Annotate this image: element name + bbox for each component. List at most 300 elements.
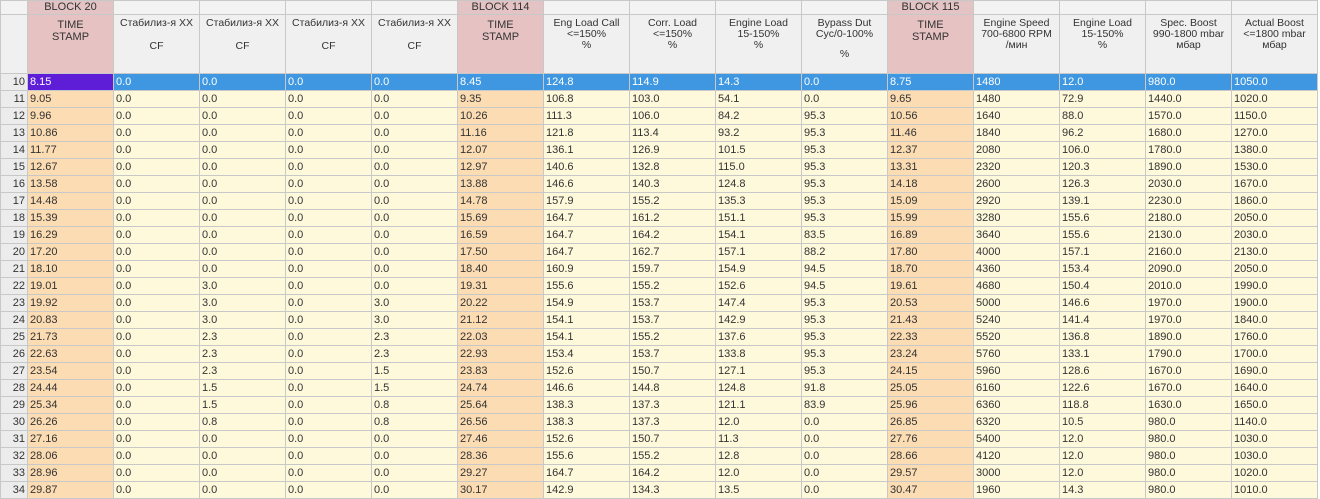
row-number[interactable]: 28 <box>1 380 28 397</box>
data-cell[interactable]: 0.0 <box>372 108 458 125</box>
data-cell[interactable]: 150.7 <box>630 363 716 380</box>
table-row[interactable] <box>1 278 1318 295</box>
time-stamp-cell[interactable]: 16.29 <box>28 227 114 244</box>
time-stamp-cell[interactable]: 18.10 <box>28 261 114 278</box>
time-stamp-cell[interactable]: 24.44 <box>28 380 114 397</box>
data-cell[interactable]: 83.9 <box>802 397 888 414</box>
time-stamp-cell[interactable]: 11.16 <box>458 125 544 142</box>
data-cell[interactable]: 1790.0 <box>1146 346 1232 363</box>
time-stamp-cell[interactable]: 9.35 <box>458 91 544 108</box>
data-cell[interactable]: 0.0 <box>372 193 458 210</box>
time-stamp-cell[interactable]: 15.39 <box>28 210 114 227</box>
data-cell[interactable]: 111.3 <box>544 108 630 125</box>
data-cell[interactable]: 2.3 <box>200 363 286 380</box>
data-cell[interactable]: 162.7 <box>630 244 716 261</box>
table-row[interactable] <box>1 142 1318 159</box>
data-cell[interactable]: 2030.0 <box>1146 176 1232 193</box>
data-cell[interactable]: 4680 <box>974 278 1060 295</box>
data-cell[interactable]: 0.0 <box>286 448 372 465</box>
data-cell[interactable]: 5760 <box>974 346 1060 363</box>
data-cell[interactable]: 137.3 <box>630 397 716 414</box>
data-cell[interactable]: 6320 <box>974 414 1060 431</box>
row-number[interactable]: 30 <box>1 414 28 431</box>
data-cell[interactable]: 2920 <box>974 193 1060 210</box>
data-cell[interactable]: 980.0 <box>1146 482 1232 499</box>
data-cell[interactable]: 2050.0 <box>1232 261 1318 278</box>
data-cell[interactable]: 0.0 <box>286 142 372 159</box>
data-cell[interactable]: 140.6 <box>544 159 630 176</box>
row-number[interactable]: 21 <box>1 261 28 278</box>
data-cell[interactable]: 980.0 <box>1146 414 1232 431</box>
time-stamp-cell[interactable]: 8.75 <box>888 74 974 91</box>
time-stamp-cell[interactable]: 23.24 <box>888 346 974 363</box>
data-cell[interactable]: 0.0 <box>286 329 372 346</box>
data-cell[interactable]: 0.0 <box>286 261 372 278</box>
table-row[interactable] <box>1 465 1318 482</box>
row-number[interactable]: 14 <box>1 142 28 159</box>
table-row[interactable] <box>1 193 1318 210</box>
data-cell[interactable]: 1020.0 <box>1232 91 1318 108</box>
data-cell[interactable]: 153.7 <box>630 295 716 312</box>
data-cell[interactable]: 137.6 <box>716 329 802 346</box>
data-cell[interactable]: 0.0 <box>372 91 458 108</box>
data-cell[interactable]: 95.3 <box>802 159 888 176</box>
row-number[interactable]: 18 <box>1 210 28 227</box>
data-cell[interactable]: 0.8 <box>372 414 458 431</box>
data-cell[interactable]: 141.4 <box>1060 312 1146 329</box>
data-cell[interactable]: 0.0 <box>802 414 888 431</box>
data-cell[interactable]: 0.0 <box>372 448 458 465</box>
row-number[interactable]: 34 <box>1 482 28 499</box>
data-cell[interactable]: 3.0 <box>200 312 286 329</box>
data-cell[interactable]: 1010.0 <box>1232 482 1318 499</box>
data-cell[interactable]: 122.6 <box>1060 380 1146 397</box>
data-cell[interactable]: 0.0 <box>286 244 372 261</box>
data-cell[interactable]: 124.8 <box>544 74 630 91</box>
row-number[interactable]: 29 <box>1 397 28 414</box>
data-cell[interactable]: 0.8 <box>372 397 458 414</box>
data-cell[interactable]: 95.3 <box>802 346 888 363</box>
data-cell[interactable]: 1380.0 <box>1232 142 1318 159</box>
time-stamp-cell[interactable]: 13.58 <box>28 176 114 193</box>
time-stamp-cell[interactable]: 29.57 <box>888 465 974 482</box>
data-cell[interactable]: 0.0 <box>286 380 372 397</box>
time-stamp-cell[interactable]: 23.83 <box>458 363 544 380</box>
data-cell[interactable]: 1840 <box>974 125 1060 142</box>
time-stamp-cell[interactable]: 15.09 <box>888 193 974 210</box>
data-cell[interactable]: 0.0 <box>286 108 372 125</box>
data-cell[interactable]: 11.3 <box>716 431 802 448</box>
data-cell[interactable]: 154.1 <box>716 227 802 244</box>
data-cell[interactable]: 0.0 <box>286 363 372 380</box>
data-cell[interactable]: 1150.0 <box>1232 108 1318 125</box>
data-cell[interactable]: 0.0 <box>372 465 458 482</box>
time-stamp-cell[interactable]: 19.92 <box>28 295 114 312</box>
data-cell[interactable]: 1030.0 <box>1232 448 1318 465</box>
data-cell[interactable]: 136.1 <box>544 142 630 159</box>
data-cell[interactable]: 0.0 <box>114 91 200 108</box>
data-cell[interactable]: 3.0 <box>372 295 458 312</box>
data-cell[interactable]: 0.0 <box>286 278 372 295</box>
block-label[interactable]: BLOCK 115 <box>888 1 974 15</box>
data-cell[interactable]: 1680.0 <box>1146 125 1232 142</box>
data-cell[interactable]: 1690.0 <box>1232 363 1318 380</box>
data-cell[interactable]: 0.0 <box>114 193 200 210</box>
data-cell[interactable]: 0.0 <box>114 125 200 142</box>
column-header[interactable] <box>286 15 372 74</box>
data-cell[interactable]: 1020.0 <box>1232 465 1318 482</box>
data-cell[interactable]: 0.0 <box>200 465 286 482</box>
time-stamp-cell[interactable]: 13.31 <box>888 159 974 176</box>
data-cell[interactable]: 0.0 <box>286 227 372 244</box>
time-stamp-cell[interactable]: 14.78 <box>458 193 544 210</box>
time-stamp-cell[interactable]: 27.16 <box>28 431 114 448</box>
time-stamp-cell[interactable]: 30.17 <box>458 482 544 499</box>
data-cell[interactable]: 154.9 <box>544 295 630 312</box>
time-stamp-cell[interactable]: 28.66 <box>888 448 974 465</box>
data-cell[interactable]: 1960 <box>974 482 1060 499</box>
time-stamp-cell[interactable]: 26.56 <box>458 414 544 431</box>
row-number[interactable]: 27 <box>1 363 28 380</box>
data-cell[interactable]: 1480 <box>974 74 1060 91</box>
data-cell[interactable]: 0.0 <box>286 414 372 431</box>
data-cell[interactable]: 4120 <box>974 448 1060 465</box>
time-stamp-cell[interactable]: 25.96 <box>888 397 974 414</box>
table-row[interactable] <box>1 108 1318 125</box>
table-row[interactable] <box>1 176 1318 193</box>
data-cell[interactable]: 164.7 <box>544 465 630 482</box>
data-cell[interactable]: 0.0 <box>114 295 200 312</box>
data-cell[interactable]: 0.0 <box>372 261 458 278</box>
time-stamp-cell[interactable]: 11.46 <box>888 125 974 142</box>
column-header-time-stamp[interactable] <box>458 15 544 74</box>
data-cell[interactable]: 139.1 <box>1060 193 1146 210</box>
data-cell[interactable]: 0.0 <box>114 74 200 91</box>
time-stamp-cell[interactable]: 22.93 <box>458 346 544 363</box>
data-cell[interactable]: 150.4 <box>1060 278 1146 295</box>
row-number[interactable]: 31 <box>1 431 28 448</box>
data-cell[interactable]: 14.3 <box>716 74 802 91</box>
data-cell[interactable]: 54.1 <box>716 91 802 108</box>
data-cell[interactable]: 0.0 <box>802 482 888 499</box>
data-cell[interactable]: 0.0 <box>286 74 372 91</box>
column-header[interactable] <box>716 15 802 74</box>
data-cell[interactable]: 2600 <box>974 176 1060 193</box>
table-row[interactable] <box>1 261 1318 278</box>
time-stamp-cell[interactable]: 26.26 <box>28 414 114 431</box>
data-cell[interactable]: 2.3 <box>372 346 458 363</box>
data-cell[interactable]: 4000 <box>974 244 1060 261</box>
data-cell[interactable]: 155.2 <box>630 448 716 465</box>
data-cell[interactable]: 96.2 <box>1060 125 1146 142</box>
data-cell[interactable]: 155.6 <box>1060 227 1146 244</box>
data-cell[interactable]: 118.8 <box>1060 397 1146 414</box>
data-cell[interactable]: 2010.0 <box>1146 278 1232 295</box>
column-header[interactable] <box>1060 15 1146 74</box>
time-stamp-cell[interactable]: 21.12 <box>458 312 544 329</box>
data-cell[interactable]: 0.0 <box>372 278 458 295</box>
data-cell[interactable]: 106.0 <box>630 108 716 125</box>
time-stamp-cell[interactable]: 12.07 <box>458 142 544 159</box>
data-cell[interactable]: 146.6 <box>544 176 630 193</box>
data-cell[interactable]: 0.0 <box>200 482 286 499</box>
data-cell[interactable]: 12.0 <box>1060 74 1146 91</box>
data-cell[interactable]: 133.8 <box>716 346 802 363</box>
table-row[interactable] <box>1 312 1318 329</box>
data-cell[interactable]: 0.0 <box>286 346 372 363</box>
time-stamp-cell[interactable]: 12.67 <box>28 159 114 176</box>
data-cell[interactable]: 0.0 <box>802 91 888 108</box>
data-cell[interactable]: 126.3 <box>1060 176 1146 193</box>
data-cell[interactable]: 0.0 <box>286 312 372 329</box>
time-stamp-cell[interactable]: 27.76 <box>888 431 974 448</box>
time-stamp-cell[interactable]: 12.97 <box>458 159 544 176</box>
data-cell[interactable]: 114.9 <box>630 74 716 91</box>
data-cell[interactable]: 1640 <box>974 108 1060 125</box>
data-cell[interactable]: 2.3 <box>200 346 286 363</box>
data-cell[interactable]: 0.0 <box>286 482 372 499</box>
data-cell[interactable]: 1050.0 <box>1232 74 1318 91</box>
block-label[interactable]: BLOCK 20 <box>28 1 114 15</box>
table-row[interactable] <box>1 431 1318 448</box>
data-cell[interactable]: 0.0 <box>200 142 286 159</box>
data-cell[interactable]: 0.0 <box>114 346 200 363</box>
time-stamp-cell[interactable]: 21.43 <box>888 312 974 329</box>
column-header[interactable] <box>544 15 630 74</box>
data-cell[interactable]: 0.0 <box>286 431 372 448</box>
column-header-time-stamp[interactable] <box>888 15 974 74</box>
data-cell[interactable]: 140.3 <box>630 176 716 193</box>
data-cell[interactable]: 133.1 <box>1060 346 1146 363</box>
data-cell[interactable]: 980.0 <box>1146 431 1232 448</box>
time-stamp-cell[interactable]: 29.27 <box>458 465 544 482</box>
row-number[interactable]: 33 <box>1 465 28 482</box>
data-cell[interactable]: 147.4 <box>716 295 802 312</box>
data-cell[interactable]: 0.0 <box>286 91 372 108</box>
data-cell[interactable]: 152.6 <box>544 431 630 448</box>
time-stamp-cell[interactable]: 24.15 <box>888 363 974 380</box>
time-stamp-cell[interactable]: 25.05 <box>888 380 974 397</box>
data-cell[interactable]: 0.0 <box>372 159 458 176</box>
time-stamp-cell[interactable]: 30.47 <box>888 482 974 499</box>
column-header[interactable] <box>1146 15 1232 74</box>
data-cell[interactable]: 154.9 <box>716 261 802 278</box>
data-cell[interactable]: 2180.0 <box>1146 210 1232 227</box>
data-cell[interactable]: 146.6 <box>544 380 630 397</box>
data-cell[interactable]: 0.0 <box>200 91 286 108</box>
table-row[interactable] <box>1 210 1318 227</box>
data-cell[interactable]: 0.0 <box>114 431 200 448</box>
data-cell[interactable]: 0.0 <box>286 176 372 193</box>
data-cell[interactable]: 153.7 <box>630 346 716 363</box>
data-cell[interactable]: 128.6 <box>1060 363 1146 380</box>
data-cell[interactable]: 138.3 <box>544 397 630 414</box>
data-cell[interactable]: 95.3 <box>802 193 888 210</box>
data-cell[interactable]: 5520 <box>974 329 1060 346</box>
data-cell[interactable]: 0.0 <box>114 142 200 159</box>
data-cell[interactable]: 0.0 <box>200 244 286 261</box>
time-stamp-cell[interactable]: 9.05 <box>28 91 114 108</box>
data-cell[interactable]: 126.9 <box>630 142 716 159</box>
time-stamp-cell[interactable]: 23.54 <box>28 363 114 380</box>
data-cell[interactable]: 14.3 <box>1060 482 1146 499</box>
data-cell[interactable]: 124.8 <box>716 380 802 397</box>
row-number[interactable]: 25 <box>1 329 28 346</box>
data-cell[interactable]: 155.2 <box>630 329 716 346</box>
data-cell[interactable]: 1970.0 <box>1146 312 1232 329</box>
row-number[interactable]: 17 <box>1 193 28 210</box>
data-cell[interactable]: 0.0 <box>286 125 372 142</box>
data-cell[interactable]: 10.5 <box>1060 414 1146 431</box>
time-stamp-cell[interactable]: 26.85 <box>888 414 974 431</box>
row-number[interactable]: 13 <box>1 125 28 142</box>
data-cell[interactable]: 157.9 <box>544 193 630 210</box>
time-stamp-cell[interactable]: 10.56 <box>888 108 974 125</box>
data-cell[interactable]: 0.0 <box>286 397 372 414</box>
row-number[interactable]: 16 <box>1 176 28 193</box>
data-cell[interactable]: 95.3 <box>802 312 888 329</box>
data-cell[interactable]: 1670.0 <box>1146 363 1232 380</box>
data-cell[interactable]: 157.1 <box>1060 244 1146 261</box>
data-cell[interactable]: 152.6 <box>716 278 802 295</box>
time-stamp-cell[interactable]: 20.22 <box>458 295 544 312</box>
data-cell[interactable]: 0.0 <box>114 363 200 380</box>
data-cell[interactable]: 5960 <box>974 363 1060 380</box>
data-cell[interactable]: 0.0 <box>200 261 286 278</box>
data-cell[interactable]: 154.1 <box>544 312 630 329</box>
data-cell[interactable]: 6360 <box>974 397 1060 414</box>
row-number[interactable]: 20 <box>1 244 28 261</box>
data-cell[interactable]: 95.3 <box>802 176 888 193</box>
column-header[interactable] <box>1232 15 1318 74</box>
row-number[interactable]: 24 <box>1 312 28 329</box>
time-stamp-cell[interactable]: 10.86 <box>28 125 114 142</box>
row-number[interactable]: 22 <box>1 278 28 295</box>
data-cell[interactable]: 93.2 <box>716 125 802 142</box>
data-cell[interactable]: 115.0 <box>716 159 802 176</box>
data-cell[interactable]: 159.7 <box>630 261 716 278</box>
data-cell[interactable]: 0.0 <box>114 244 200 261</box>
data-cell[interactable]: 1480 <box>974 91 1060 108</box>
table-row[interactable] <box>1 397 1318 414</box>
data-cell[interactable]: 1840.0 <box>1232 312 1318 329</box>
data-cell[interactable]: 151.1 <box>716 210 802 227</box>
data-cell[interactable]: 12.8 <box>716 448 802 465</box>
table-row[interactable] <box>1 414 1318 431</box>
data-cell[interactable]: 121.1 <box>716 397 802 414</box>
time-stamp-cell[interactable]: 15.69 <box>458 210 544 227</box>
data-cell[interactable]: 0.0 <box>114 159 200 176</box>
data-cell[interactable]: 2080 <box>974 142 1060 159</box>
data-cell[interactable]: 1890.0 <box>1146 329 1232 346</box>
data-cell[interactable]: 0.0 <box>200 176 286 193</box>
time-stamp-cell[interactable]: 20.83 <box>28 312 114 329</box>
data-cell[interactable]: 0.0 <box>200 125 286 142</box>
data-cell[interactable]: 153.4 <box>1060 261 1146 278</box>
data-cell[interactable]: 0.0 <box>114 448 200 465</box>
data-cell[interactable]: 1270.0 <box>1232 125 1318 142</box>
data-cell[interactable]: 2320 <box>974 159 1060 176</box>
data-cell[interactable]: 3.0 <box>200 295 286 312</box>
data-cell[interactable]: 0.0 <box>286 295 372 312</box>
data-cell[interactable]: 0.0 <box>114 482 200 499</box>
data-cell[interactable]: 1140.0 <box>1232 414 1318 431</box>
data-cell[interactable]: 155.6 <box>544 278 630 295</box>
data-cell[interactable]: 1650.0 <box>1232 397 1318 414</box>
data-cell[interactable]: 106.0 <box>1060 142 1146 159</box>
time-stamp-cell[interactable]: 17.20 <box>28 244 114 261</box>
data-cell[interactable]: 0.0 <box>372 74 458 91</box>
column-header[interactable] <box>200 15 286 74</box>
data-cell[interactable]: 0.0 <box>114 312 200 329</box>
data-cell[interactable]: 1970.0 <box>1146 295 1232 312</box>
table-row[interactable] <box>1 482 1318 499</box>
data-cell[interactable]: 0.0 <box>114 397 200 414</box>
data-cell[interactable]: 0.0 <box>200 108 286 125</box>
data-cell[interactable]: 2160.0 <box>1146 244 1232 261</box>
table-row[interactable] <box>1 227 1318 244</box>
table-row[interactable] <box>1 244 1318 261</box>
data-cell[interactable]: 72.9 <box>1060 91 1146 108</box>
data-cell[interactable]: 0.0 <box>114 108 200 125</box>
data-cell[interactable]: 5240 <box>974 312 1060 329</box>
column-header[interactable] <box>114 15 200 74</box>
time-stamp-cell[interactable]: 8.15 <box>28 74 114 91</box>
time-stamp-cell[interactable]: 11.77 <box>28 142 114 159</box>
data-cell[interactable]: 138.3 <box>544 414 630 431</box>
data-cell[interactable]: 0.0 <box>802 448 888 465</box>
data-cell[interactable]: 0.0 <box>372 125 458 142</box>
row-number[interactable]: 19 <box>1 227 28 244</box>
data-cell[interactable]: 137.3 <box>630 414 716 431</box>
data-cell[interactable]: 164.2 <box>630 227 716 244</box>
data-cell[interactable]: 12.0 <box>1060 465 1146 482</box>
data-cell[interactable]: 2030.0 <box>1232 227 1318 244</box>
data-cell[interactable]: 0.0 <box>200 159 286 176</box>
time-stamp-cell[interactable]: 13.88 <box>458 176 544 193</box>
data-cell[interactable]: 1570.0 <box>1146 108 1232 125</box>
table-row[interactable] <box>1 363 1318 380</box>
time-stamp-cell[interactable]: 8.45 <box>458 74 544 91</box>
data-cell[interactable]: 0.0 <box>802 465 888 482</box>
data-cell[interactable]: 0.0 <box>802 431 888 448</box>
data-cell[interactable]: 0.0 <box>114 176 200 193</box>
data-cell[interactable]: 150.7 <box>630 431 716 448</box>
data-cell[interactable]: 120.3 <box>1060 159 1146 176</box>
time-stamp-cell[interactable]: 18.70 <box>888 261 974 278</box>
data-cell[interactable]: 153.4 <box>544 346 630 363</box>
data-cell[interactable]: 12.0 <box>1060 448 1146 465</box>
table-row[interactable] <box>1 74 1318 91</box>
data-cell[interactable]: 84.2 <box>716 108 802 125</box>
data-cell[interactable]: 153.7 <box>630 312 716 329</box>
data-cell[interactable]: 1670.0 <box>1232 176 1318 193</box>
data-cell[interactable]: 980.0 <box>1146 74 1232 91</box>
data-cell[interactable]: 91.8 <box>802 380 888 397</box>
data-cell[interactable]: 12.0 <box>716 465 802 482</box>
data-cell[interactable]: 0.0 <box>114 227 200 244</box>
data-cell[interactable]: 124.8 <box>716 176 802 193</box>
data-cell[interactable]: 5000 <box>974 295 1060 312</box>
table-row[interactable] <box>1 125 1318 142</box>
time-stamp-cell[interactable]: 16.59 <box>458 227 544 244</box>
data-cell[interactable]: 0.0 <box>372 244 458 261</box>
time-stamp-cell[interactable]: 17.50 <box>458 244 544 261</box>
data-cell[interactable]: 12.0 <box>1060 431 1146 448</box>
time-stamp-cell[interactable]: 22.03 <box>458 329 544 346</box>
data-cell[interactable]: 94.5 <box>802 261 888 278</box>
block-label[interactable]: BLOCK 114 <box>458 1 544 15</box>
